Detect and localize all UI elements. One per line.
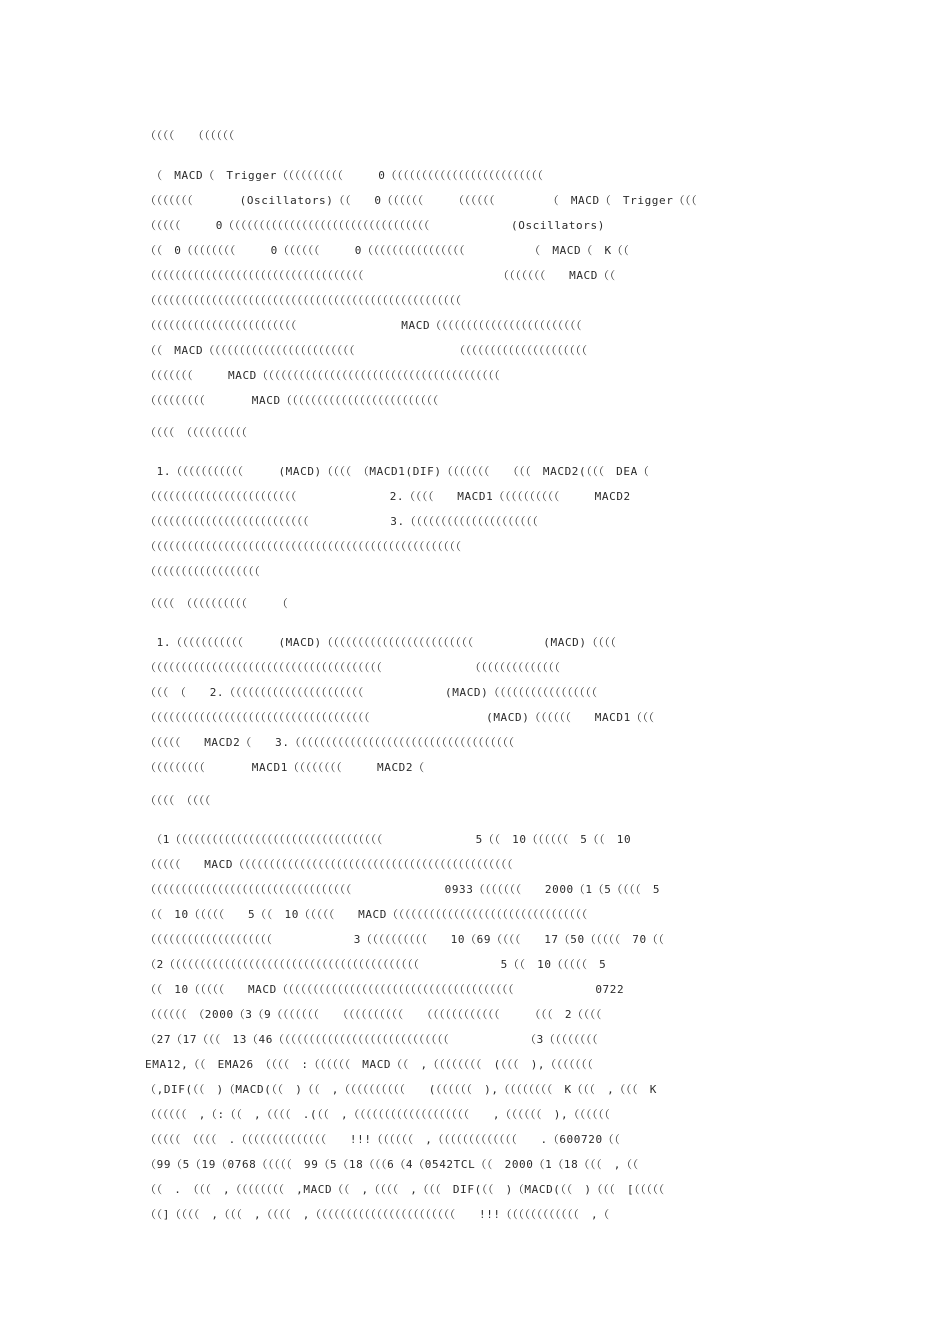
text-line: （（（（（（（（（（（（（（（（（（（（（（（（ MACD（（（（（（（（（（（（（（（（（（（（（（（（ [145,319,583,332]
text-line: （（（（（ 0（（（（（（（（（（（（（（（（（（（（（（（（（（（（（（（（（ (Oscillators) [145,219,605,232]
text-line: （（（（（（（（（（（（（（（（（（（（（（（（（（（（（（（（（ 0933（（（（（（（ 2000（1（5（（（（ 5 [145,883,661,896]
text-line: （（（（（（ ,（:（（ ,（（（（ .(（（ ,（（（（（（（（（（（（（（（（（（（ ,（（（（（（ ),（（（（（（ [145,1108,611,1121]
text-line: （（（（（（（ (Oscillators)（（ 0（（（（（（ （（（（（（ （ MACD（ Trigger（（（ [145,194,698,207]
text-line: （（（（（ MACD（（（（（（（（（（（（（（（（（（（（（（（（（（（（（（（（（（（（（（（（（（（（（ [145,858,514,871]
text-line: 1.（（（（（（（（（（（ (MACD)（（（（ （MACD1(DIF)（（（（（（（ （（（ MACD2(（（（ DEA（ [145,465,650,478]
text-line: （27（17（（（ 13（46（（（（（（（（（（（（（（（（（（（（（（（（（（（（ （3（（（（（（（（ [145,1033,599,1046]
section-heading: （（（（ （（（（（（ [145,129,235,142]
text-line: （2（（（（（（（（（（（（（（（（（（（（（（（（（（（（（（（（（（（（（（（（（ 5（（ 10（（（（（ 5 [145,958,607,971]
text-line: （1（（（（（（（（（（（（（（（（（（（（（（（（（（（（（（（（（（ 5（（ 10（（（（（（ 5（（ 10 [145,833,632,846]
text-line: （（（（（（（（（ MACD（（（（（（（（（（（（（（（（（（（（（（（（（ [145,394,439,407]
text-line: （ MACD（ Trigger（（（（（（（（（（ 0（（（（（（（（（（（（（（（（（（（（（（（（（ [145,169,544,182]
text-line: （（（（（（（（（（（（（（（（（（（（（（（（（（（（（（（（（（（（（（ （（（（（（（（（（（（（（ [145,661,561,674]
text-line: （（（（（（（（（ MACD1（（（（（（（（ MACD2（ [145,761,425,774]
text-line: （（（（（（（（（（（（（（（（（（（（（（（（ 2.（（（（ MACD1（（（（（（（（（（ MACD2 [145,490,631,503]
text-line: （（ 10（（（（（ 5（（ 10（（（（（ MACD（（（（（（（（（（（（（（（（（（（（（（（（（（（（（（（（ [145,908,588,921]
section-heading: （（（（ （（（（ [145,794,211,807]
text-line: （（ MACD（（（（（（（（（（（（（（（（（（（（（（（（ （（（（（（（（（（（（（（（（（（（（（ [145,344,588,357]
text-line: （99（5（19（0768（（（（（ 99（5（18（（（6（4（0542TCL（（ 2000（1（18（（（ ,（（ [145,1158,639,1171]
section-heading: （（（（ （（（（（（（（（（ [145,426,248,439]
text-line: （（ 10（（（（（ MACD（（（（（（（（（（（（（（（（（（（（（（（（（（（（（（（（（（（（（（ 0722 [145,983,625,996]
text-line: （（（（（（ （2000（3（9（（（（（（（ （（（（（（（（（（ （（（（（（（（（（（（ （（（ 2（（（（ [145,1008,602,1021]
text-line: （（（（（（（（（（（（（（（（（（ [145,565,261,578]
text-line: EMA12,（（ EMA26 （（（（ :（（（（（（ MACD（（ ,（（（（（（（（ (（（（ ),（（（（（（（ [145,1058,594,1071]
text-line: （（（（（（（（（（（（（（（（（（（（（（（（（（（（（（（（（（（（ (MACD)（（（（（（ MACD1（（（ [145,711,655,724]
text-line: （（（（（（（（（（（（（（（（（（（（（（（（（（ 3.（（（（（（（（（（（（（（（（（（（（（ [145,515,539,528]
text-line: （（（（（（（（（（（（（（（（（（（（（（（（（（（（（（（（（（（ （（（（（（（ MACD（（ [145,269,616,282]
section-heading: （（（（ （（（（（（（（（（ （ [145,597,289,610]
text-line: （（（（（ MACD2（ 3.（（（（（（（（（（（（（（（（（（（（（（（（（（（（（（（（（（（（ [145,736,515,749]
text-line: （（ . （（（ ,（（（（（（（（ ,MACD（（ ,（（（（ ,（（（ DIF(（（ )（MACD(（（ )（（（ [（（（（（ [145,1183,665,1196]
text-line: （（（（（（（（（（（（（（（（（（（（（（（（（（（（（（（（（（（（（（（（（（（（（（（（（（（ [145,294,462,307]
text-line: （（（（（（（ MACD（（（（（（（（（（（（（（（（（（（（（（（（（（（（（（（（（（（（（（（ [145,369,501,382]
text-line: （（（（（（（（（（（（（（（（（（（（ 3（（（（（（（（（（ 10（69（（（（ 17（50（（（（（ 70（（ [145,933,665,946]
text-line: （（]（（（（ ,（（（ ,（（（（ ,（（（（（（（（（（（（（（（（（（（（（（（ !!!（（（（（（（（（（（（ ,（ [145,1208,610,1221]
text-line: （（（（（ （（（（ .（（（（（（（（（（（（（（ !!!（（（（（（ ,（（（（（（（（（（（（（ .（600720（（ [145,1133,621,1146]
text-line: （（（ （ 2.（（（（（（（（（（（（（（（（（（（（（（ (MACD)（（（（（（（（（（（（（（（（（ [145,686,598,699]
text-line: （（（（（（（（（（（（（（（（（（（（（（（（（（（（（（（（（（（（（（（（（（（（（（（（（（（ [145,540,462,553]
text-line: （（ 0（（（（（（（（ 0（（（（（（ 0（（（（（（（（（（（（（（（（ （ MACD（ K（（ [145,244,630,257]
text-line: （,DIF(（（ )（MACD(（（ )（（ ,（（（（（（（（（（ (（（（（（（ ),（（（（（（（（ K（（（ ,（（（ K [145,1083,657,1096]
text-line: 1.（（（（（（（（（（（ (MACD)（（（（（（（（（（（（（（（（（（（（（（（（ (MACD)（（（（ [145,636,617,649]
